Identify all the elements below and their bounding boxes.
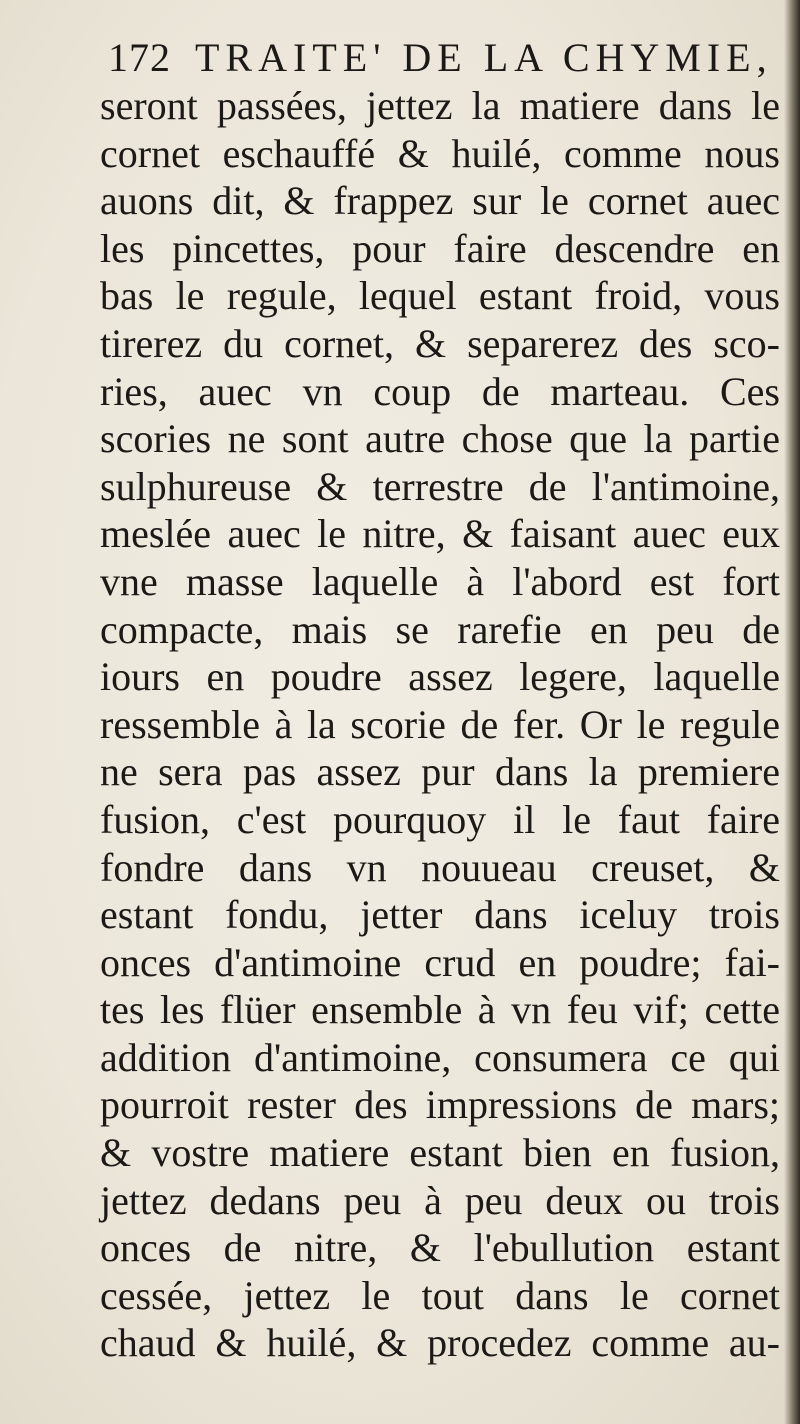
text-line: scories ne sont autre chose que la partie [100,416,780,462]
text-line: ne sera pas assez pur dans la premiere [100,749,780,795]
running-head: TRAITE' DE LA CHYMIE, [195,35,773,80]
text-line: fondre dans vn nouueau creuset, & [100,844,780,890]
text-line: cornet eschauffé & huilé, comme nous [100,130,780,176]
text-line: chaud & huilé, & procedez comme au- [100,1320,780,1366]
page-number: 172 [108,35,171,80]
text-line: tes les flüer ensemble à vn feu vif; cette [100,987,780,1033]
text-line: meslée auec le nitre, & faisant auec eux [100,511,780,557]
text-line: onces d'antimoine crud en poudre; fai- [100,939,780,985]
text-line: sulphureuse & terrestre de l'antimoine, [100,463,780,509]
page-gutter-shadow [784,0,800,1424]
text-line: tirerez du cornet, & separerez des sco- [100,320,780,366]
text-line: pourroit rester des impressions de mars; [100,1082,780,1128]
text-line: onces de nitre, & l'ebullution estant [100,1225,780,1271]
text-line: bas le regule, lequel estant froid, vous [100,273,780,319]
text-line: estant fondu, jetter dans iceluy trois [100,892,780,938]
text-line: les pincettes, pour faire descendre en [100,225,780,271]
text-line: jettez dedans peu à peu deux ou trois [100,1177,780,1223]
text-line: addition d'antimoine, consumera ce qui [100,1034,780,1080]
text-line: & vostre matiere estant bien en fusion, [100,1130,780,1176]
text-line: compacte, mais se rarefie en peu de [100,606,780,652]
text-line: cessée, jettez le tout dans le cornet [100,1272,780,1318]
text-line: iours en poudre assez legere, laquelle [100,654,780,700]
text-line: seront passées, jettez la matiere dans le [100,83,780,128]
text-line: vne masse laquelle à l'abord est fort [100,558,780,604]
text-line: fusion, c'est pourquoy il le faut faire [100,796,780,842]
text-line: ries, auec vn coup de marteau. Ces [100,368,780,414]
text-line: auons dit, & frappez sur le cornet auec [100,178,780,224]
text-line: ressemble à la scorie de fer. Or le regule [100,701,780,747]
body-text [100,82,780,1366]
